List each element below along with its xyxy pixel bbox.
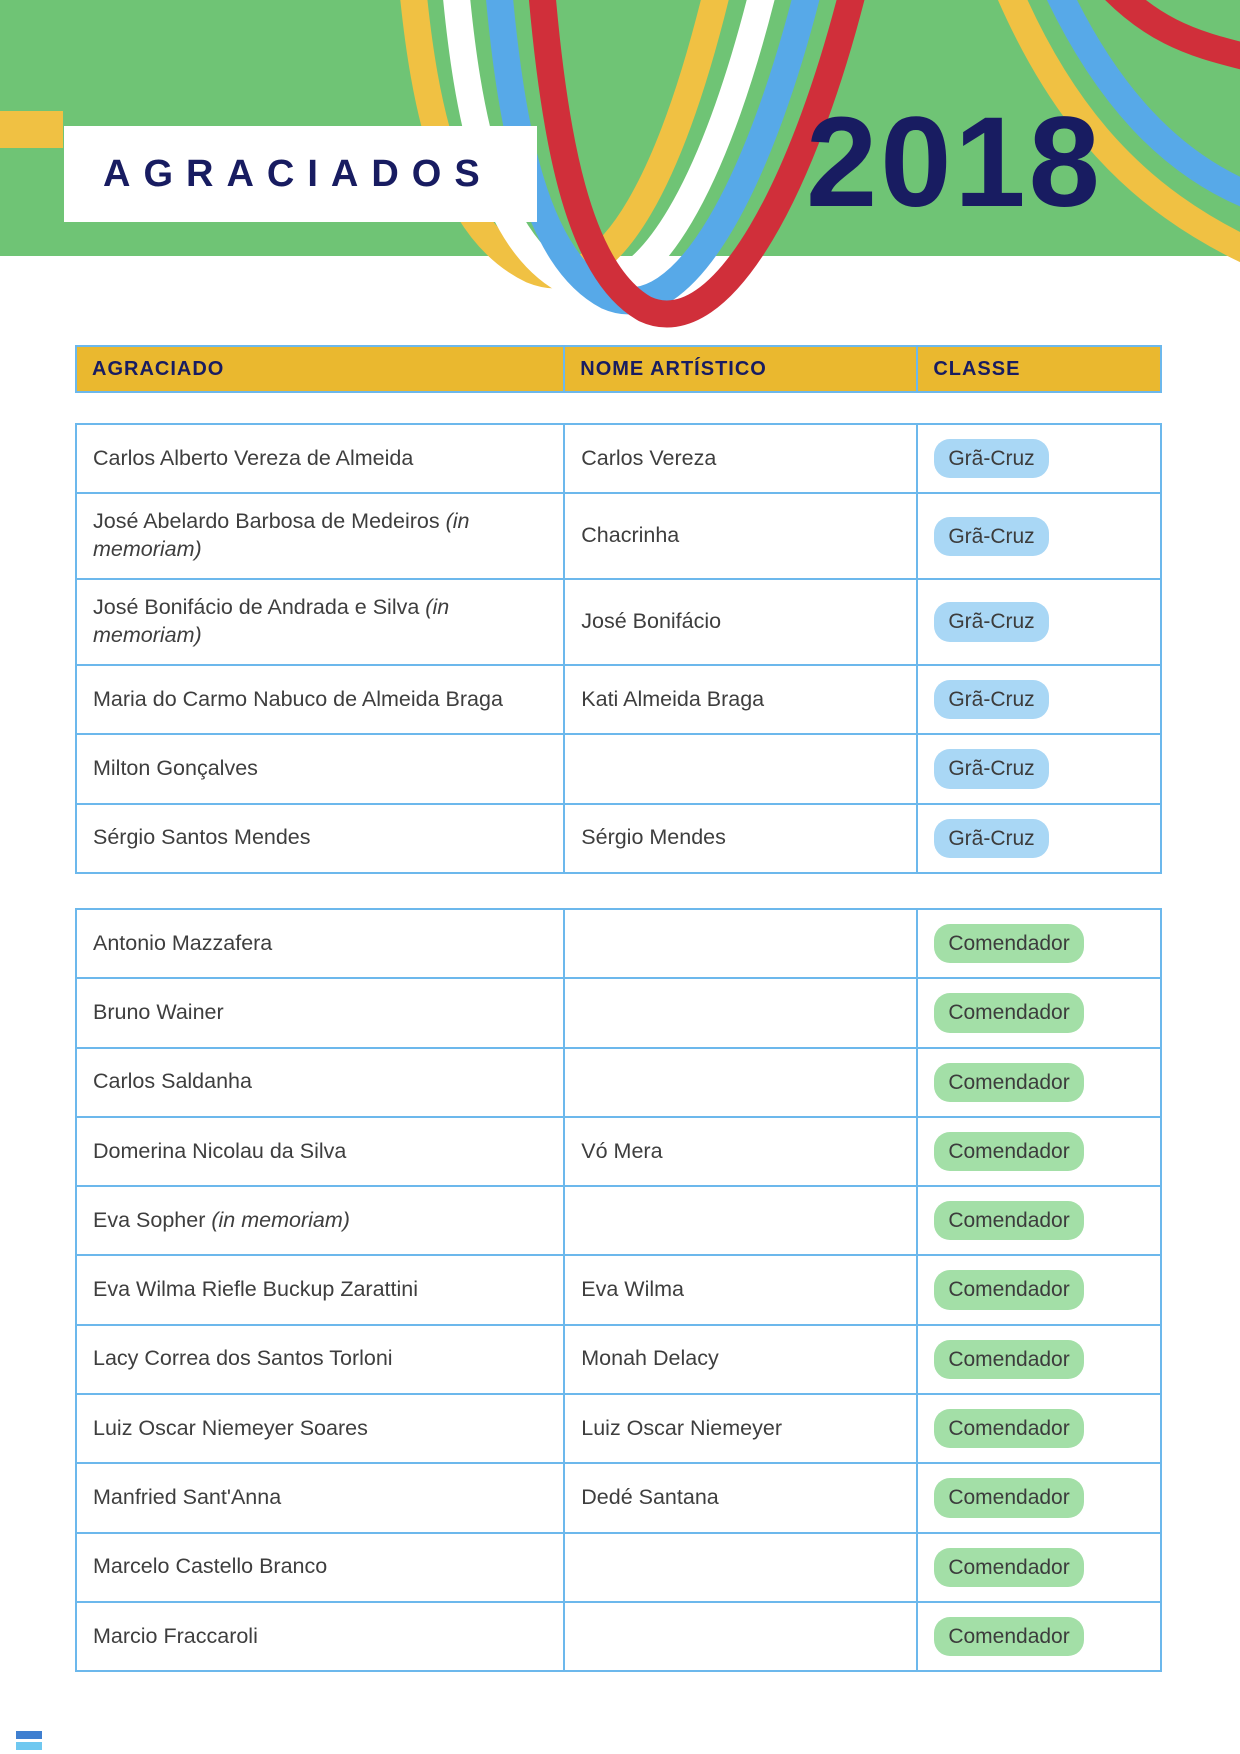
- page-title: AGRACIADOS: [103, 152, 493, 195]
- class-badge: Grã-Cruz: [934, 517, 1048, 556]
- table-row: [77, 1393, 1160, 1462]
- artistic-name-cell: Kati Almeida Braga: [563, 666, 916, 733]
- honoree-name-cell: [77, 979, 563, 1046]
- class-cell: [916, 1256, 1160, 1323]
- class-cell: [916, 494, 1160, 578]
- class-badge: Comendador: [934, 1270, 1083, 1309]
- table-row: [77, 1116, 1160, 1185]
- class-badge: Grã-Cruz: [934, 439, 1048, 478]
- class-cell: [916, 1603, 1160, 1670]
- honoree-name-cell: [77, 1256, 563, 1323]
- honoree-name: Marcio Fraccaroli: [93, 1623, 258, 1648]
- artistic-name-cell: Vó Mera: [563, 1118, 916, 1185]
- class-badge: Comendador: [934, 1617, 1083, 1656]
- header-banner: [0, 0, 1240, 256]
- honoree-name: Marcelo Castello Branco: [93, 1554, 328, 1579]
- honoree-name-cell: [77, 425, 563, 492]
- table-row: [77, 1324, 1160, 1393]
- in-memoriam-note: (in memoriam): [211, 1207, 350, 1232]
- honoree-name: Eva Sopher (in memoriam): [93, 1207, 350, 1232]
- table-row: [77, 492, 1160, 578]
- artistic-name-cell: Carlos Vereza: [563, 425, 916, 492]
- class-cell: [916, 1049, 1160, 1116]
- honoree-name-cell: [77, 666, 563, 733]
- honoree-name-cell: [77, 1395, 563, 1462]
- in-memoriam-note: (in memoriam): [93, 595, 450, 648]
- artistic-name-cell: [563, 1049, 916, 1116]
- class-cell: [916, 979, 1160, 1046]
- class-cell: [916, 1118, 1160, 1185]
- honoree-name: Eva Wilma Riefle Buckup Zarattini: [93, 1277, 418, 1302]
- honoree-name: José Bonifácio de Andrada e Silva (in memoriam): [93, 595, 450, 648]
- ribbon-blue: [497, 0, 813, 301]
- honoree-name-cell: [77, 1534, 563, 1601]
- class-badge: Comendador: [934, 993, 1083, 1032]
- honoree-name-cell: [77, 494, 563, 578]
- class-cell: [916, 580, 1160, 664]
- artistic-name-cell: Eva Wilma: [563, 1256, 916, 1323]
- table-row: [77, 1254, 1160, 1323]
- artistic-name-cell: José Bonifácio: [563, 580, 916, 664]
- honoree-name: Domerina Nicolau da Silva: [93, 1138, 347, 1163]
- class-cell: [916, 805, 1160, 872]
- class-badge: Comendador: [934, 1201, 1083, 1240]
- honoree-name: Manfried Sant'Anna: [93, 1484, 282, 1509]
- class-badge: Comendador: [934, 1063, 1083, 1102]
- artistic-name-cell: Monah Delacy: [563, 1326, 916, 1393]
- artistic-name-cell: [563, 979, 916, 1046]
- honoree-name: Sérgio Santos Mendes: [93, 825, 311, 850]
- bottom-corner-bar-blue: [16, 1731, 42, 1739]
- honoree-name-cell: [77, 580, 563, 664]
- honoree-name: Carlos Saldanha: [93, 1069, 252, 1094]
- artistic-name-cell: [563, 910, 916, 977]
- honoree-name-cell: [77, 735, 563, 802]
- table-row: [77, 733, 1160, 802]
- artistic-name-cell: [563, 1603, 916, 1670]
- year-label: 2018: [806, 91, 1103, 234]
- honoree-group-comendador: [75, 908, 1162, 1672]
- class-badge: Comendador: [934, 1132, 1083, 1171]
- class-cell: [916, 910, 1160, 977]
- class-cell: [916, 425, 1160, 492]
- class-cell: [916, 1464, 1160, 1531]
- class-badge: Comendador: [934, 1340, 1083, 1379]
- honoree-name-cell: [77, 1187, 563, 1254]
- honoree-name-cell: [77, 1118, 563, 1185]
- ribbon-corner-red: [1096, 0, 1240, 58]
- class-cell: [916, 735, 1160, 802]
- class-badge: Comendador: [934, 1409, 1083, 1448]
- honoree-name: José Abelardo Barbosa de Medeiros (in memoriam): [93, 509, 470, 562]
- honoree-name: Milton Gonçalves: [93, 756, 258, 781]
- honorees-table: [75, 345, 1162, 1672]
- class-badge: Comendador: [934, 1478, 1083, 1517]
- table-row: [77, 1047, 1160, 1116]
- bottom-corner-bar-lightblue: [16, 1742, 42, 1750]
- honoree-name: Luiz Oscar Niemeyer Soares: [93, 1415, 368, 1440]
- artistic-name-cell: Chacrinha: [563, 494, 916, 578]
- class-cell: [916, 1534, 1160, 1601]
- artistic-name-cell: [563, 1534, 916, 1601]
- class-badge: Grã-Cruz: [934, 680, 1048, 719]
- class-badge: Grã-Cruz: [934, 819, 1048, 858]
- column-header-classe: CLASSE: [916, 347, 1160, 391]
- title-box: [64, 126, 537, 222]
- class-cell: [916, 1187, 1160, 1254]
- honoree-name: Antonio Mazzafera: [93, 930, 273, 955]
- honoree-name-cell: [77, 1326, 563, 1393]
- table-row: [77, 1185, 1160, 1254]
- honoree-name-cell: [77, 1603, 563, 1670]
- table-row: [77, 425, 1160, 492]
- class-cell: [916, 1326, 1160, 1393]
- honoree-name: Maria do Carmo Nabuco de Almeida Braga: [93, 686, 503, 711]
- honoree-name: Bruno Wainer: [93, 999, 224, 1024]
- class-cell: [916, 1395, 1160, 1462]
- artistic-name-cell: [563, 1187, 916, 1254]
- honoree-group-gra-cruz: [75, 423, 1162, 874]
- artistic-name-cell: Dedé Santana: [563, 1464, 916, 1531]
- table-row: [77, 910, 1160, 977]
- class-cell: [916, 666, 1160, 733]
- honoree-name-cell: [77, 1464, 563, 1531]
- honoree-name: Carlos Alberto Vereza de Almeida: [93, 445, 414, 470]
- in-memoriam-note: (in memoriam): [93, 509, 470, 562]
- table-body-groups: [75, 423, 1162, 1672]
- class-badge: Comendador: [934, 924, 1083, 963]
- artistic-name-cell: [563, 735, 916, 802]
- table-row: [77, 1601, 1160, 1670]
- table-row: [77, 803, 1160, 872]
- table-row: [77, 977, 1160, 1046]
- honoree-name-cell: [77, 805, 563, 872]
- table-header-row: [75, 345, 1162, 393]
- class-badge: Grã-Cruz: [934, 749, 1048, 788]
- honoree-name-cell: [77, 1049, 563, 1116]
- class-badge: Comendador: [934, 1548, 1083, 1587]
- class-badge: Grã-Cruz: [934, 602, 1048, 641]
- yellow-accent-bar: [0, 111, 63, 148]
- honoree-name: Lacy Correa dos Santos Torloni: [93, 1346, 393, 1371]
- artistic-name-cell: Luiz Oscar Niemeyer: [563, 1395, 916, 1462]
- column-header-agraciado: AGRACIADO: [92, 357, 225, 380]
- table-row: [77, 1462, 1160, 1531]
- artistic-name-cell: Sérgio Mendes: [563, 805, 916, 872]
- table-row: [77, 578, 1160, 664]
- table-row: [77, 664, 1160, 733]
- column-header-nome-artistico: NOME ARTÍSTICO: [563, 347, 916, 391]
- honoree-name-cell: [77, 910, 563, 977]
- table-row: [77, 1532, 1160, 1601]
